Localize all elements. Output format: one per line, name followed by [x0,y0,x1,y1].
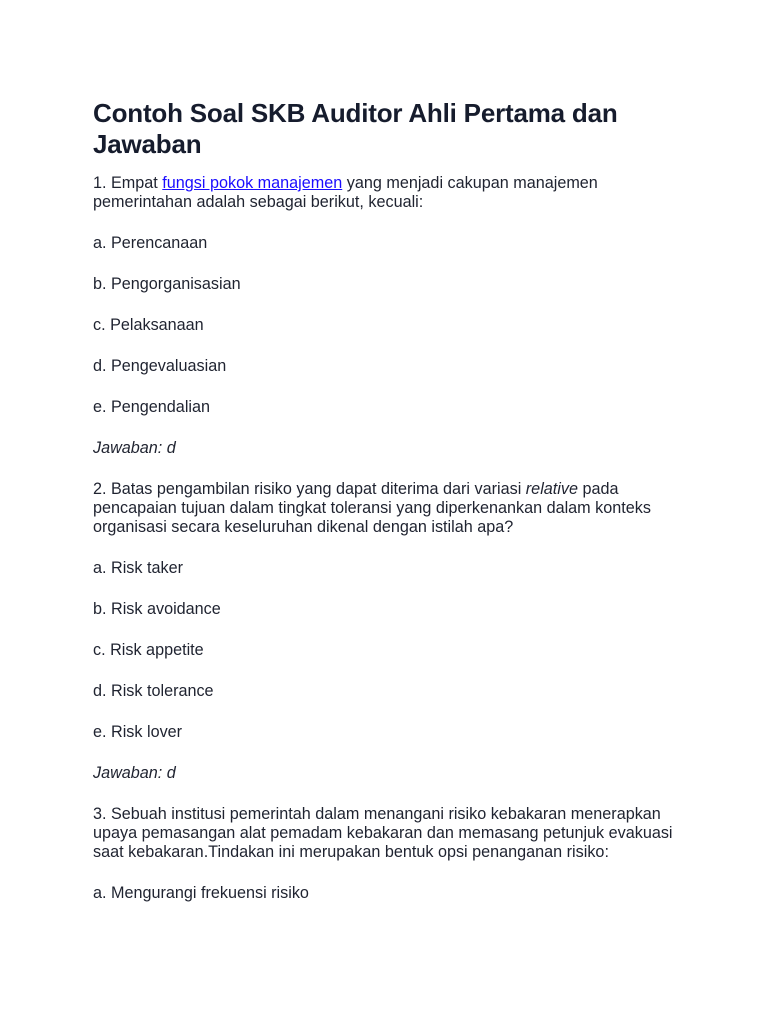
question-1-prefix: 1. Empat [93,174,163,192]
question-2-prefix: 2. Batas pengambilan risiko yang dapat diterima dari variasi [93,480,526,498]
question-2-suffix: pada pencapaian tujuan dalam tingkat toleransi yang diperkenankan dalam konteks organisasi secara keseluruhan dikenal dengan istilah apa? [93,480,651,536]
question-3: 3. Sebuah institusi pemerintah dalam menangani risiko kebakaran menerapkan upaya pemasangan alat pemadam kebakaran dan memasang petunjuk evakuasi saat kebakaran.Tindakan ini merupakan bentuk opsi penanganan risiko: [93,805,673,861]
question-2-option-d: d. Risk tolerance [93,682,214,700]
question-1-option-b: b. Pengorganisasian [93,275,241,293]
question-1-option-a: a. Perencanaan [93,234,208,252]
question-2-option-b: b. Risk avoidance [93,600,221,618]
document-page [93,98,693,903]
question-2-answer: Jawaban: d [93,764,176,782]
question-1 [93,174,693,212]
question-2-option-e: e. Risk lover [93,723,183,741]
question-2 [93,480,693,537]
question-1-suffix: yang menjadi cakupan manajemen pemerintahan adalah sebagai berikut, kecuali: [93,174,598,211]
question-2-italic-term: relative [525,480,578,498]
question-3-option-a: a. Mengurangi frekuensi risiko [93,884,309,902]
question-2-option-c: c. Risk appetite [93,641,204,659]
fungsi-pokok-manajemen-link[interactable]: fungsi pokok manajemen [162,174,343,192]
question-1-option-c: c. Pelaksanaan [93,316,204,334]
question-1-option-d: d. Pengevaluasian [93,357,227,375]
question-1-answer: Jawaban: d [93,439,176,457]
question-1-option-e: e. Pengendalian [93,398,211,416]
page-title: Contoh Soal SKB Auditor Ahli Pertama dan Jawaban [93,98,618,159]
question-2-option-a: a. Risk taker [93,559,183,577]
